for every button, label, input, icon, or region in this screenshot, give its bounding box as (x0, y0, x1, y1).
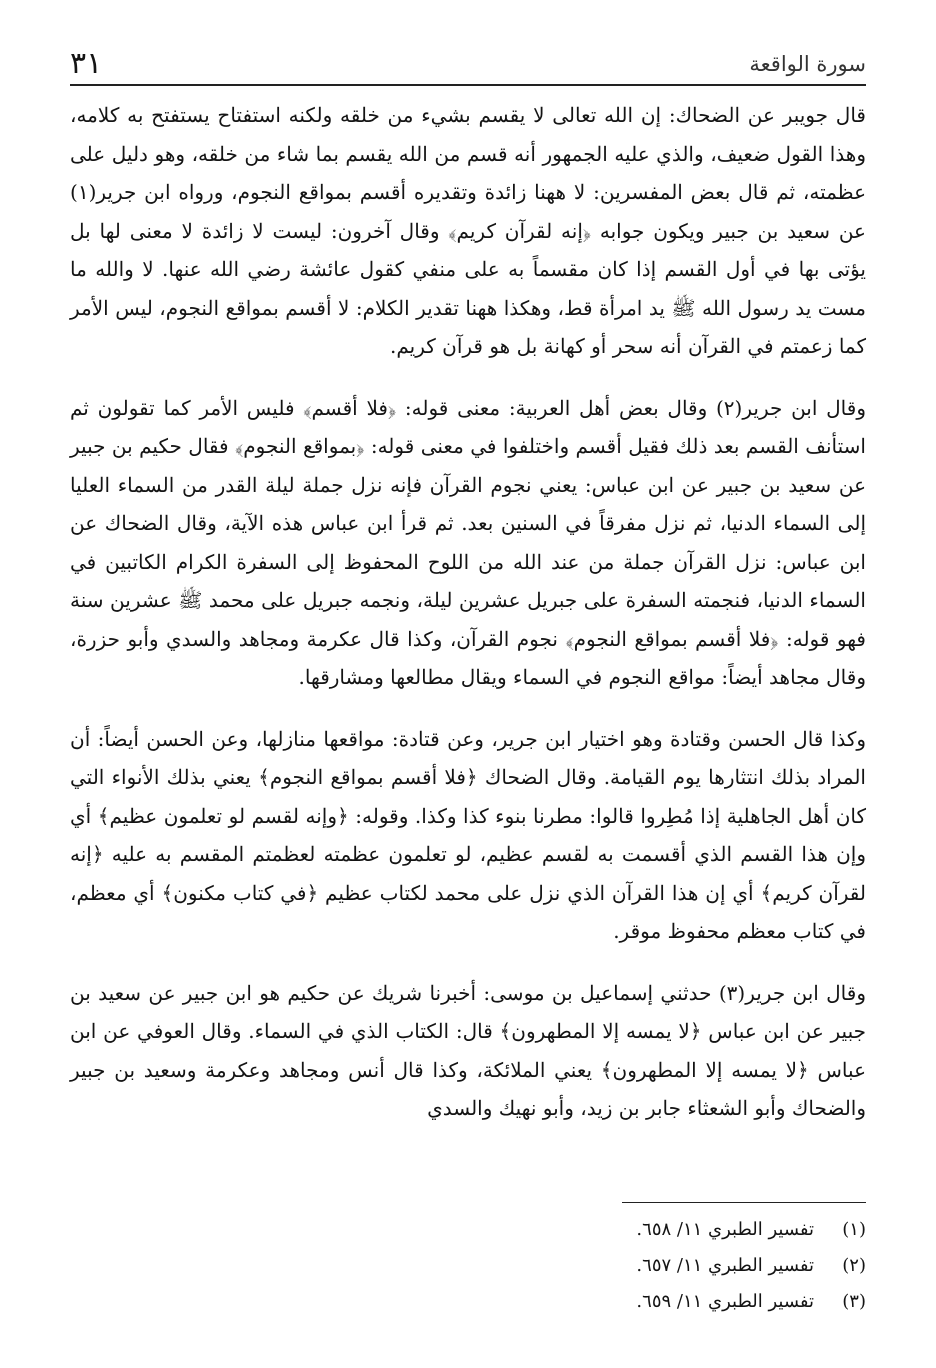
paragraph-3: وكذا قال الحسن وقتادة وهو اختيار ابن جرير، وعن قتادة: مواقعها منازلها، وعن الحسن أيضاً: أن المراد بذلك انتثارها يوم القيامة. وقال الضحاك ﴿فلا أقسم بمواقع النجوم﴾ يعني بذلك الأنواء التي كان أهل الجاهلية إذا مُطِروا قالوا: مطرنا بنوء كذا وكذا. وقوله: ﴿وإنه لقسم لو تعلمون عظيم﴾ أي وإن هذا القسم الذي أقسمت به لقسم عظيم، لو تعلمون عظمته لعظمتم المقسم به عليه ﴿إنه لقرآن كريم﴾ أي إن هذا القرآن الذي نزل على محمد لكتاب عظيم ﴿في كتاب مكنون﴾ أي معظم، في كتاب معظم محفوظ موقر. (70, 726, 866, 943)
page-number: ٣١ (70, 46, 103, 81)
paragraph-2: وقال ابن جرير(٢) وقال بعض أهل العربية: معنى قوله: ﴿فلا أقسم﴾ فليس الأمر كما تقولون ثم استأنف القسم بعد ذلك فقيل أقسم واختلفوا في معنى قوله: ﴿بمواقع النجوم﴾ فقال حكيم بن جبير عن سعيد بن جبير عن ابن عباس: يعني نجوم القرآن فإنه نزل جملة ليلة القدر من السماء العليا إلى السماء الدنيا، ثم نزل مفرقاً في السنين بعد. ثم قرأ ابن عباس هذه الآية، وقال الضحاك عن ابن عباس: نزل القرآن جملة من عند الله من اللوح المحفوظ إلى السفرة الكرام الكاتبين في السماء الدنيا، فنجمته السفرة على جبريل عشرين ليلة، ونجمه جبريل على محمد ﷺ عشرين سنة فهو قوله: ﴿فلا أقسم بمواقع النجوم﴾ نجوم القرآن، وكذا قال عكرمة ومجاهد والسدي وأبو حزرة، وقال مجاهد أيضاً: مواقع النجوم في السماء ويقال مطالعها ومشارقها. (70, 395, 866, 689)
footnote-number: (٢) (842, 1255, 866, 1276)
header-divider (70, 84, 866, 86)
footnotes (500, 1212, 866, 1320)
footnote-text: تفسير الطبري ١١/ ٦٥٩. (636, 1291, 814, 1312)
footnote-divider (622, 1202, 866, 1203)
paragraph-1: قال جويبر عن الضحاك: إن الله تعالى لا يقسم بشيء من خلقه ولكنه استفتاح يستفتح به كلامه، وهذا القول ضعيف، والذي عليه الجمهور أنه قسم من الله يقسم بما شاء من خلقه، وهو دليل على عظمته، ثم قال بعض المفسرين: لا ههنا زائدة وتقديره أقسم بمواقع النجوم، ورواه ابن جرير(١) عن سعيد بن جبير ويكون جوابه ﴿إنه لقرآن كريم﴾ وقال آخرون: ليست لا زائدة لا معنى لها بل يؤتى بها في أول القسم إذا كان مقسماً به على منفي كقول عائشة رضي الله عنها. لا والله ما مست يد رسول الله ﷺ يد امرأة قط، وهكذا ههنا تقدير الكلام: لا أقسم بمواقع النجوم، ليس الأمر كما زعمتم في القرآن أنه سحر أو كهانة بل هو قرآن كريم. (70, 103, 867, 358)
paragraph-4: وقال ابن جرير(٣) حدثني إسماعيل بن موسى: أخبرنا شريك عن حكيم هو ابن جبير عن سعيد بن جبير عن ابن عباس ﴿لا يمسه إلا المطهرون﴾ قال: الكتاب الذي في السماء. وقال العوفي عن ابن عباس ﴿لا يمسه إلا المطهرون﴾ يعني الملائكة، وكذا قال أنس ومجاهد وعكرمة وسعيد بن جبير والضحاك وأبو الشعثاء جابر بن زيد، وأبو نهيك والسدي (70, 980, 866, 1120)
footnote-text: تفسير الطبري ١١/ ٦٥٨. (636, 1219, 814, 1240)
footnote-number: (٣) (842, 1291, 866, 1312)
footnote-2 (500, 1248, 866, 1284)
surah-title: سورة الواقعة (749, 52, 866, 76)
body-text (70, 96, 866, 1151)
footnote-1 (500, 1212, 866, 1248)
footnote-number: (١) (842, 1219, 866, 1240)
footnote-text: تفسير الطبري ١١/ ٦٥٧. (636, 1255, 814, 1276)
page-header (70, 44, 866, 86)
footnote-3 (500, 1284, 866, 1320)
